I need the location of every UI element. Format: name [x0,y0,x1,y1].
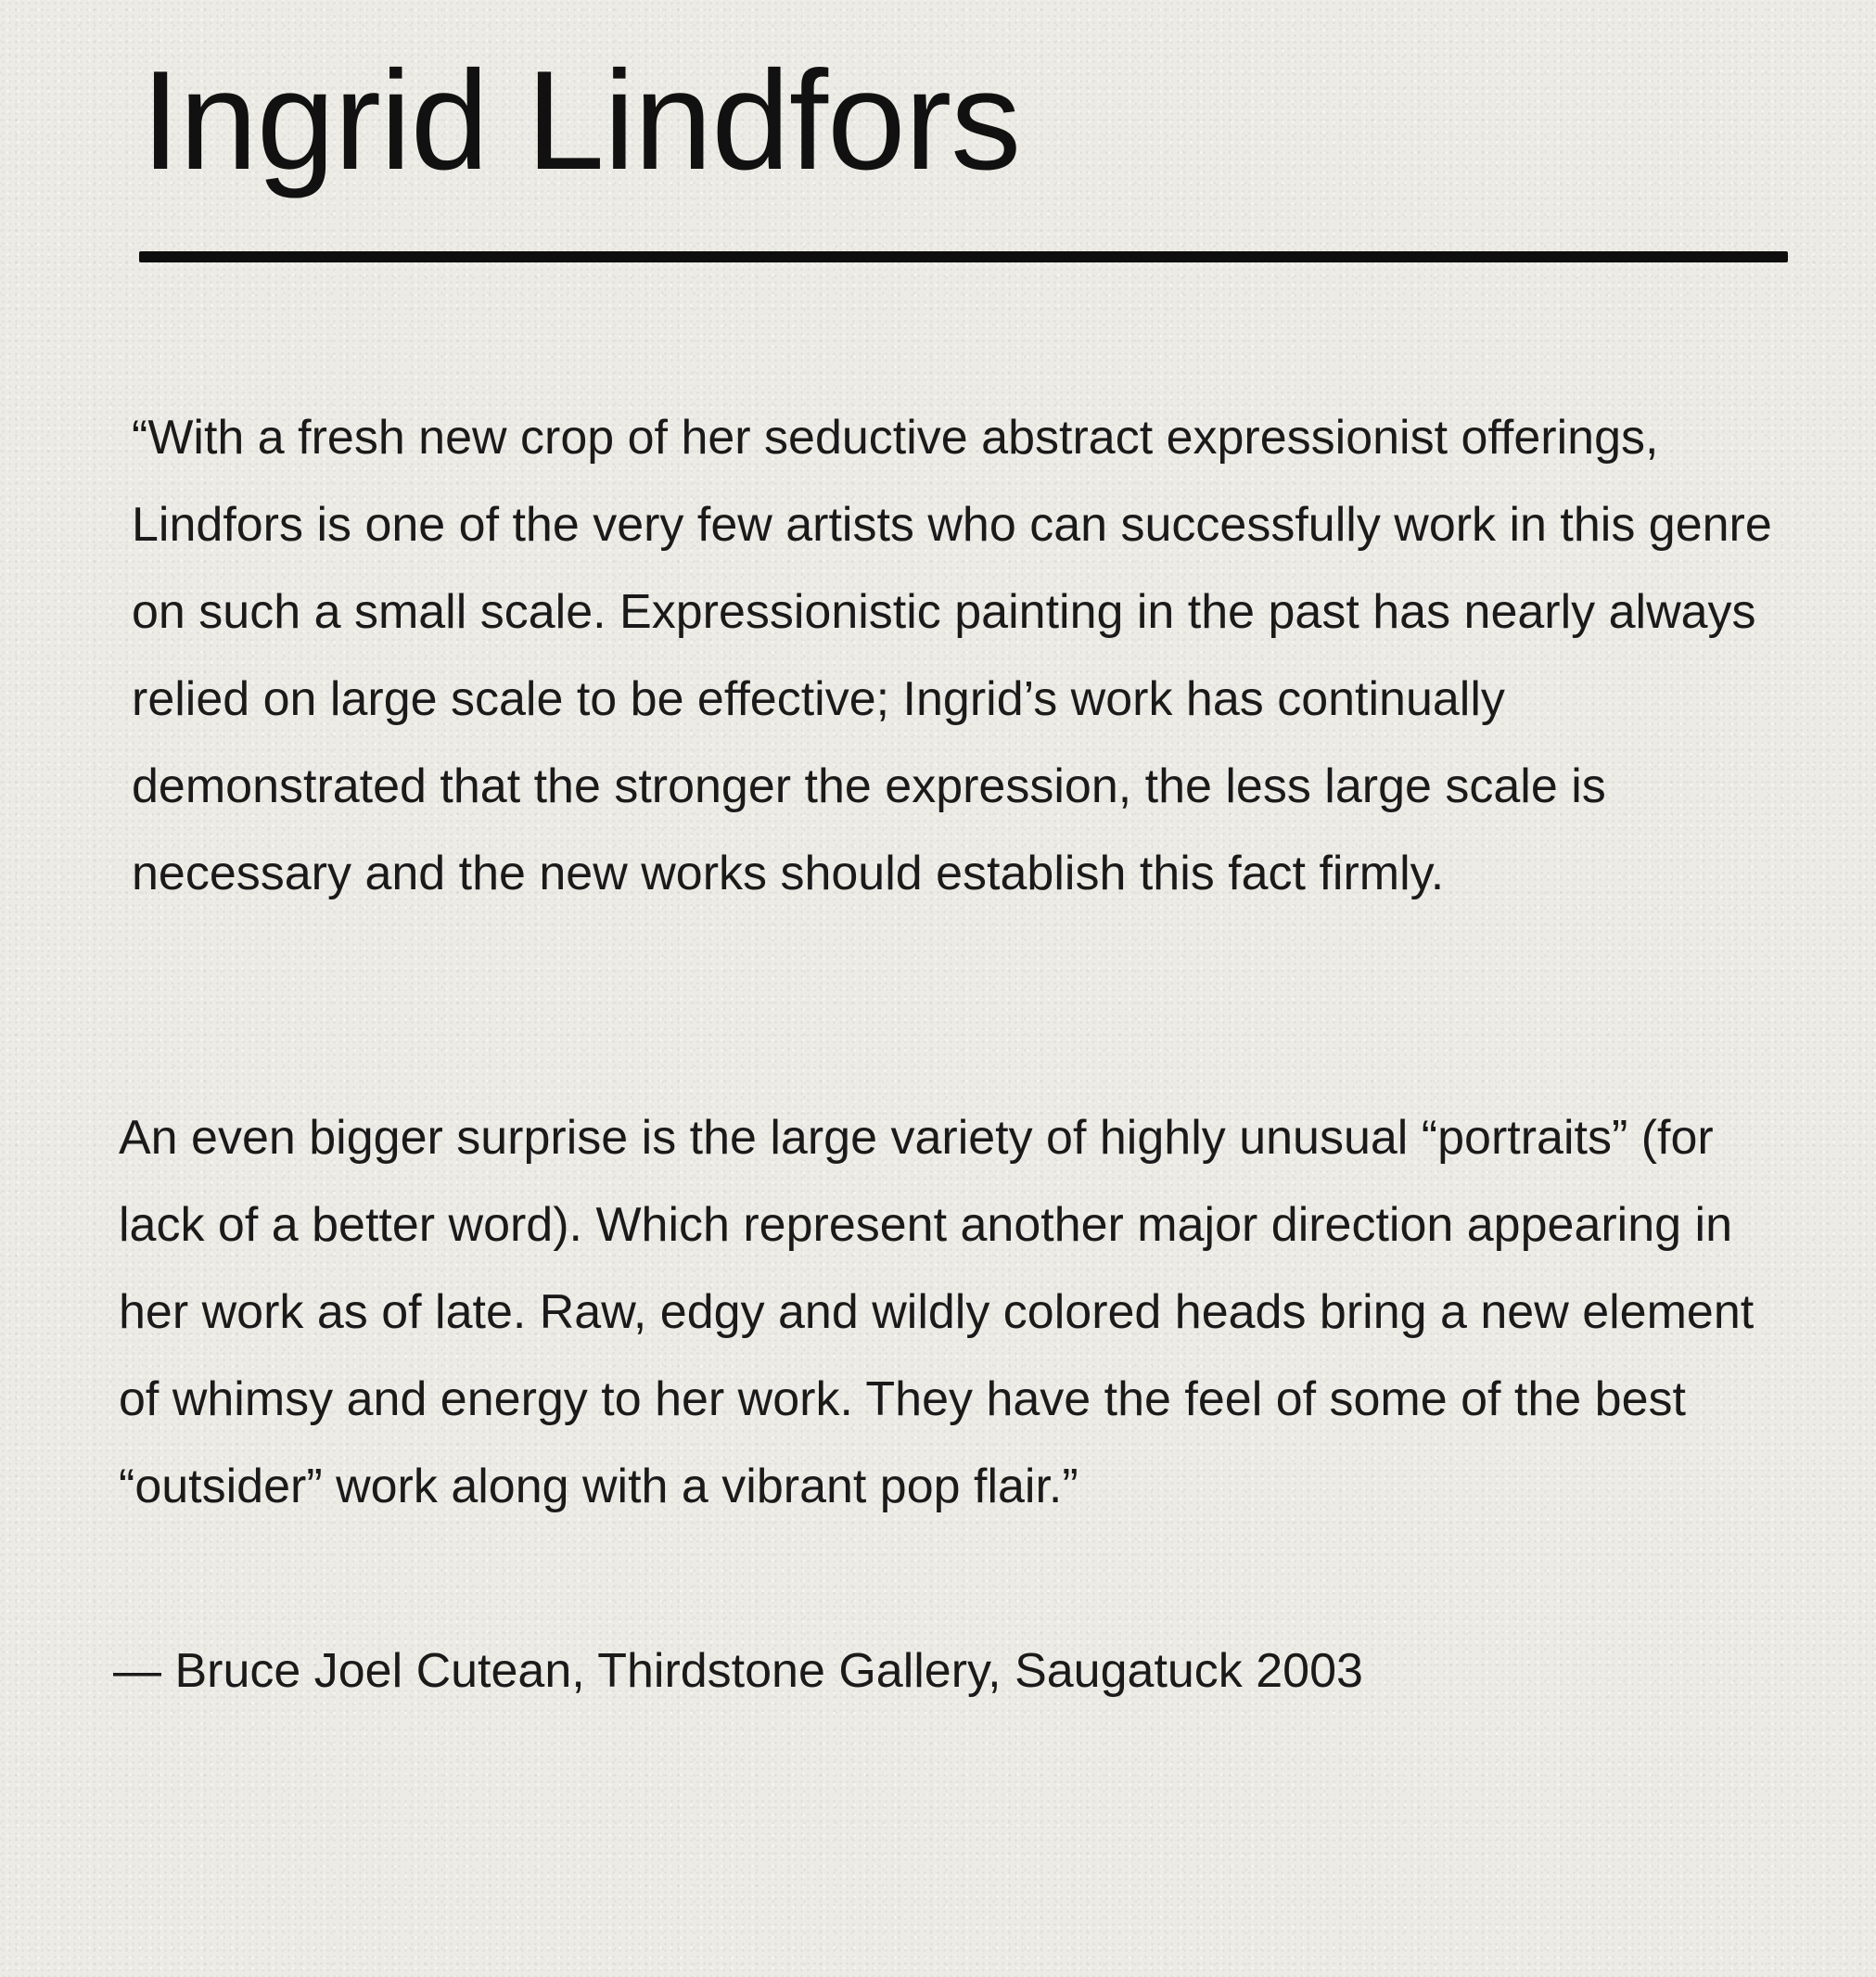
quote-paragraph-2: An even bigger surprise is the large variety of highly unusual “portraits” (for lack of a better word). Which represent another major direction appearing in her work as of late. Raw, edgy and wildly colored heads bring a new element of whimsy and energy to her work. They have the feel of some of the best “outsider” work along with a vibrant pop flair.” [119,1111,1755,1513]
title-divider [139,251,1788,262]
quote-attribution: — Bruce Joel Cutean, Thirdstone Gallery, Saugatuck 2003 [113,1644,1363,1698]
artist-name-title: Ingrid Lindfors [141,42,1021,199]
quote-paragraph-1: “With a fresh new crop of her seductive abstract expressionist offerings, Lindfors is one of the very few artists who can successfully work in this genre on such a small scale. Expressionistic painting in the past has nearly always relied on large scale to be effective; Ingrid’s work has continually demonstrated that the stronger the expression, the less large scale is necessary and the new works should establish this fact firmly. [132,411,1772,900]
